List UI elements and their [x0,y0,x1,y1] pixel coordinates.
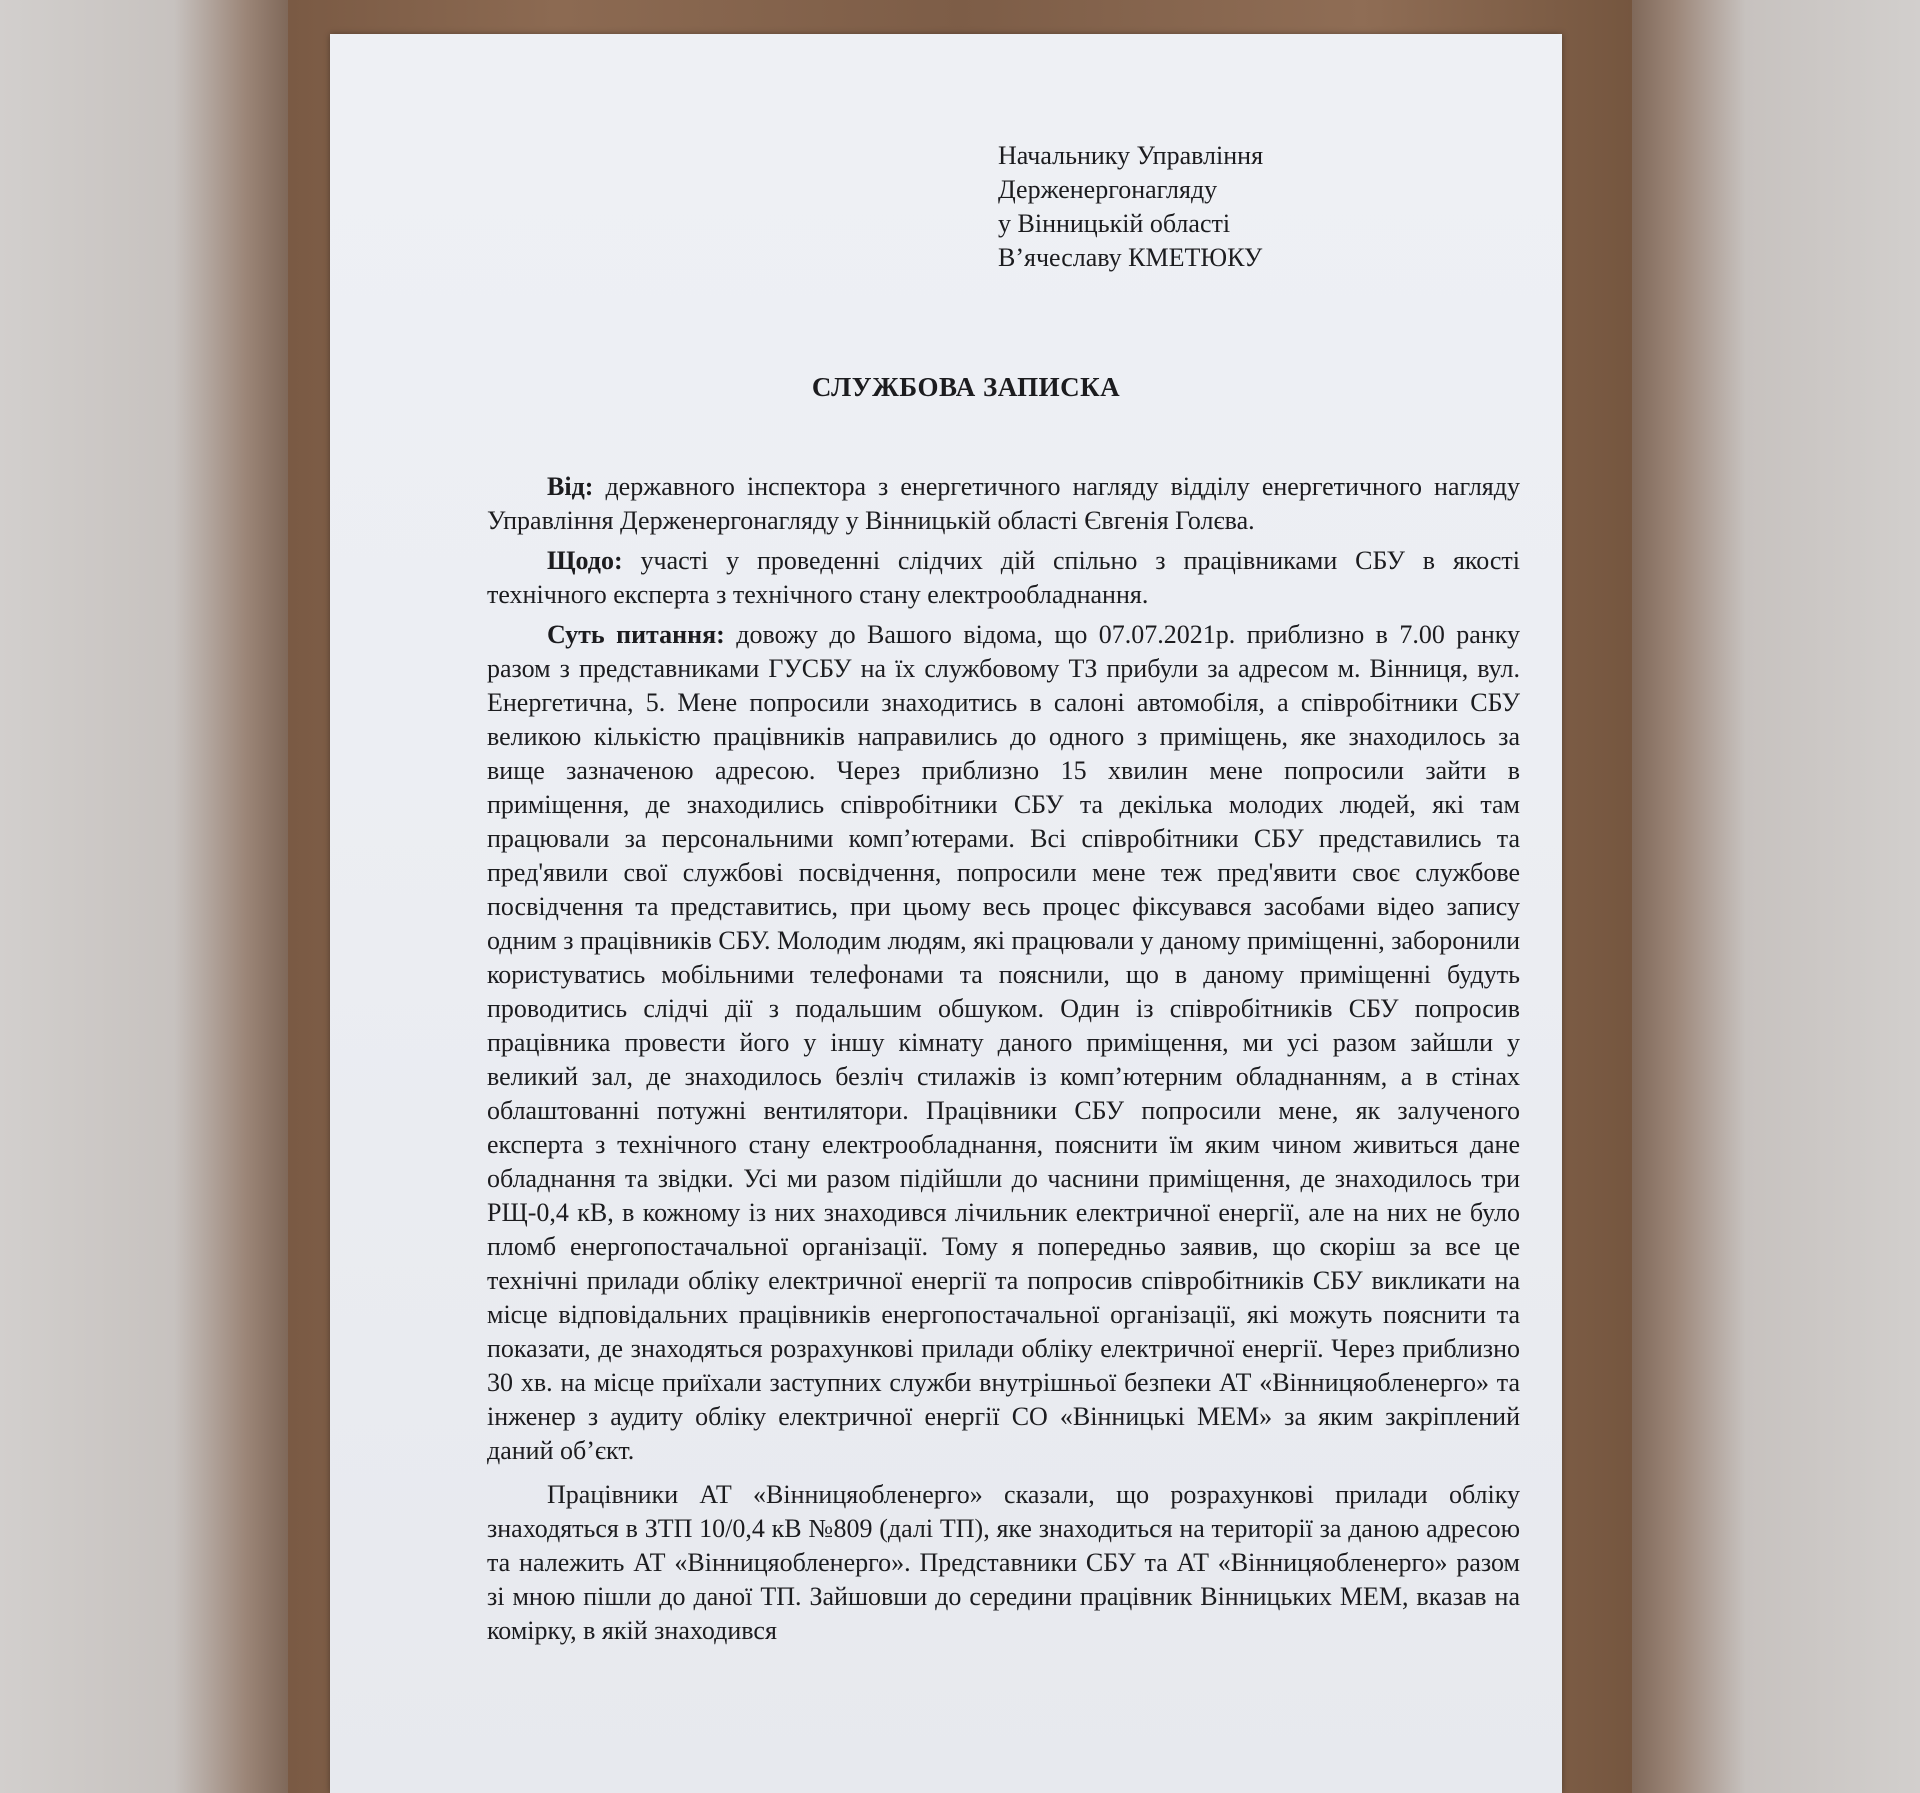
document-body [487,470,1520,1648]
addressee-block [998,139,1263,275]
subject-label: Щодо: [547,546,623,575]
essence-label: Суть питання: [547,620,725,649]
addressee-line-4: В’ячеславу КМЕТЮКУ [998,243,1263,272]
from-paragraph [487,470,1520,538]
document-page [330,34,1562,1793]
essence-paragraph [487,618,1520,1468]
from-label: Від: [547,472,594,501]
addressee-line-1: Начальнику Управління [998,141,1264,170]
essence-text: довожу до Вашого відома, що 07.07.2021р. приблизно в 7.00 ранку разом з представниками ГУСБУ на їх службовому ТЗ прибули за адресом м. Вінниця, вул. Енергетична, 5. Мене попросили знаходитись в салоні автомобіля, а співробітники СБУ великою кількістю працівників направились до одного з приміщень, яке знаходилось за вище зазначеною адресою. Через приблизно 15 хвилин мене попросили зайти в приміщення, де знаходились співробітники СБУ та декілька молодих людей, які там працювали за персональними комп’ютерами. Всі співробітники СБУ представились та пред'явили свої службові посвідчення, попросили мене теж пред'явити своє службове посвідчення та представитись, при цьому весь процес фіксувався засобами відео запису одним з працівників СБУ. Молодим людям, які працювали у даному приміщенні, заборонили користуватись мобільними телефонами та пояснили, що в даному приміщенні будуть проводитись слідчі дії з подальшим обшуком. Один із співробітників СБУ попросив працівника провести його у іншу кімнату даного приміщення, ми усі разом зайшли у великий зал, де знаходилось безліч стилажів із комп’ютерним обладнанням, а в стінах облаштованні потужні вентилятори. Працівники СБУ попросили мене, як залученого експерта з технічного стану електрообладнання, пояснити їм яким чином живиться дане обладнання та звідки. Усі ми разом підійшли до часнини приміщення, де знаходилось три РЩ-0,4 кВ, в кожному із них знаходився лічильник електричної енергії, але на них не було пломб енергопостачальної організації. Тому я попередньо заявив, що скоріш за все це технічні прилади обліку електричної енергії та попросив співробітників СБУ викликати на місце відповідальних працівників енергопостачальної організації, які можуть пояснити та показати, де знаходяться розрахункові прилади обліку електричної енергії. Через приблизно 30 хв. на місце приїхали заступних служби внутрішньої безпеки АТ «Вінницяобленерго» та інженер з аудиту обліку електричної енергії СО «Вінницькі МЕМ» за яким закріплений даний об’єкт. [487,620,1520,1465]
addressee-line-2: Держенергонагляду [998,175,1218,204]
subject-text: участі у проведенні слідчих дій спільно з працівниками СБУ в якості технічного експерта з технічного стану електрообладнання. [487,546,1520,609]
subject-paragraph [487,544,1520,612]
addressee-line-3: у Вінницькій області [998,209,1231,238]
second-paragraph: Працівники АТ «Вінницяобленерго» сказали, що розрахункові прилади обліку знаходяться в ЗТП 10/0,4 кВ №809 (далі ТП), яке знаходиться на території за даною адресою та належить АТ «Вінницяобленерго». Представники СБУ та АТ «Вінницяобленерго» разом зі мною пішли до даної ТП. Зайшовши до середини працівник Вінницьких МЕМ, вказав на комірку, в якій знаходився [487,1480,1520,1645]
document-title: СЛУЖБОВА ЗАПИСКА [811,372,1121,402]
background-blur-left [0,0,290,1793]
background-blur-right [1630,0,1920,1793]
from-text: державного інспектора з енергетичного нагляду відділу енергетичного нагляду Управління Держенергонагляду у Вінницькій області Євгенія Голєва. [487,472,1520,535]
